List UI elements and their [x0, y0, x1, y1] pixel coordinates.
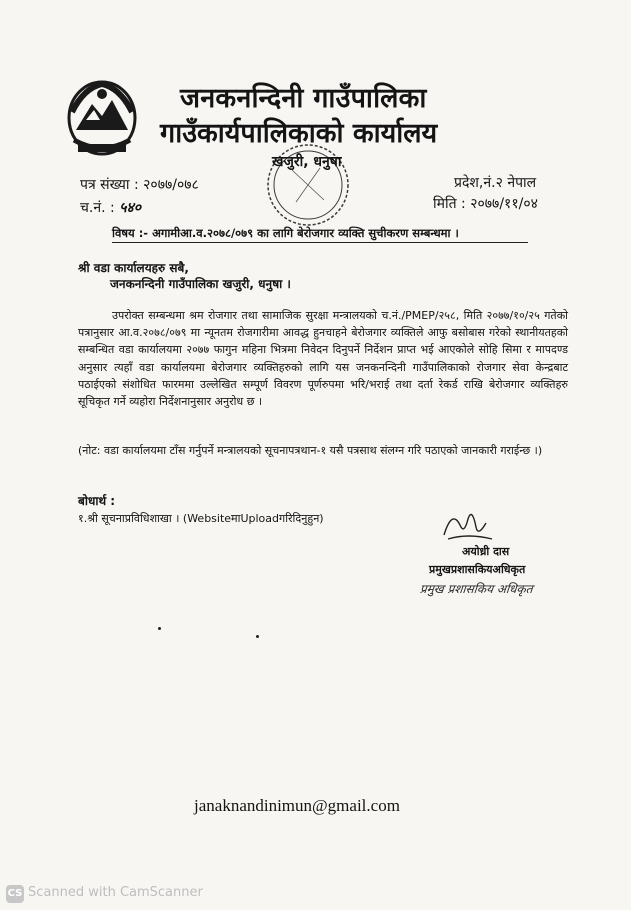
signature-scribble: [438, 505, 498, 547]
letter-number: [80, 175, 199, 194]
dispatch-number-label: च.नं. :: [80, 200, 115, 216]
letter-body: उपरोक्त सम्बन्धमा श्रम रोजगार तथा सामाजिक सुरक्षा मन्त्रालयको च.नं./PMEP/२५८, मिति २०७७/१०/२५ गतेको पत्रानुसार आ.व.२०७८/०७९ मा न्यूनतम रोजगारीमा आवद्ध हुनचाहने बेरोजगार व्यक्तिले आफु बसोबास गरेको स्थानीयतहको सम्बन्धित वडा कार्यालयमा २०७७ फागुन महिना भित्रमा निवेदन दिनुपर्ने निर्देशन प्राप्त भई आएकोले सोहि सिमा र मापदण्ड अनुसार त्यहाँ वडा कार्यालयमा बेरोजगार व्यक्तिहरुको लागि यस जनकनन्दिनी गाउँपालिकाको रोजगार सेवा केन्द्रबाट पठाईएको संशोधित फारममा उल्लेखित सम्पूर्ण विवरण पूर्णरुपमा भरि/भराई तथा दर्ता रेकर्ड राखि बेरोजगार व्यक्तिहरु सूचिकृत गर्ने व्यहोरा निर्देशनानुसार अनुरोध छ ।: [78, 309, 568, 409]
recipient-line-2: जनकनन्दिनी गाउँपालिका खजुरी, धनुषा ।: [110, 277, 291, 291]
letter-number-label: पत्र संख्या :: [80, 177, 139, 193]
speck: [158, 627, 161, 630]
recipient-line-1: श्री वडा कार्यालयहरु सबै,: [78, 261, 189, 275]
letter-number-value: २०७७/०७८: [143, 177, 199, 193]
camscanner-logo-icon: CS: [6, 885, 24, 903]
office-address: खजुरी, धनुषा: [272, 154, 342, 170]
signatory-name: अयोध्री दास: [462, 545, 510, 558]
office-name: गाउँकार्यपालिकाको कार्यालय: [160, 118, 438, 149]
letter-note: (नोट: वडा कार्यालयमा टाँस गर्नुपर्ने मन्त्रालयको सूचनापत्रथान-१ यसै पत्रसाथ संलग्न गरि पठाएको जानकारी गराईन्छ ।): [78, 444, 543, 457]
letter-date: मिति : २०७७/११/०४: [433, 196, 538, 212]
subject-underline: [112, 242, 528, 243]
cc-item-1: १.श्री सूचनाप्रविधिशाखा । (WebsiteमाUploadगरिदिनुहुन): [78, 512, 324, 525]
cc-heading: बोधार्थ :: [78, 494, 116, 508]
speck: [256, 635, 259, 638]
dispatch-number: [80, 198, 141, 217]
signatory-title: प्रमुखप्रशासकियअधिकृत: [429, 563, 526, 576]
scanner-watermark: Scanned with CamScanner: [28, 885, 203, 900]
municipality-emblem-icon: [64, 70, 140, 158]
province: प्रदेश,नं.२ नेपाल: [454, 175, 537, 191]
organization-name: जनकनन्दिनी गाउँपालिका: [180, 83, 427, 114]
subject-line: विषय :- अगामीआ.व.२०७८/०७९ का लागि बेरोजगार व्यक्ति सुचीकरण सम्बन्धमा ।: [112, 226, 459, 240]
dispatch-number-value: ५४०: [119, 200, 142, 216]
signatory-stamp-title: प्रमुख प्रशासकिय अधिकृत: [419, 582, 534, 596]
contact-email: janaknandinimun@gmail.com: [194, 796, 400, 815]
